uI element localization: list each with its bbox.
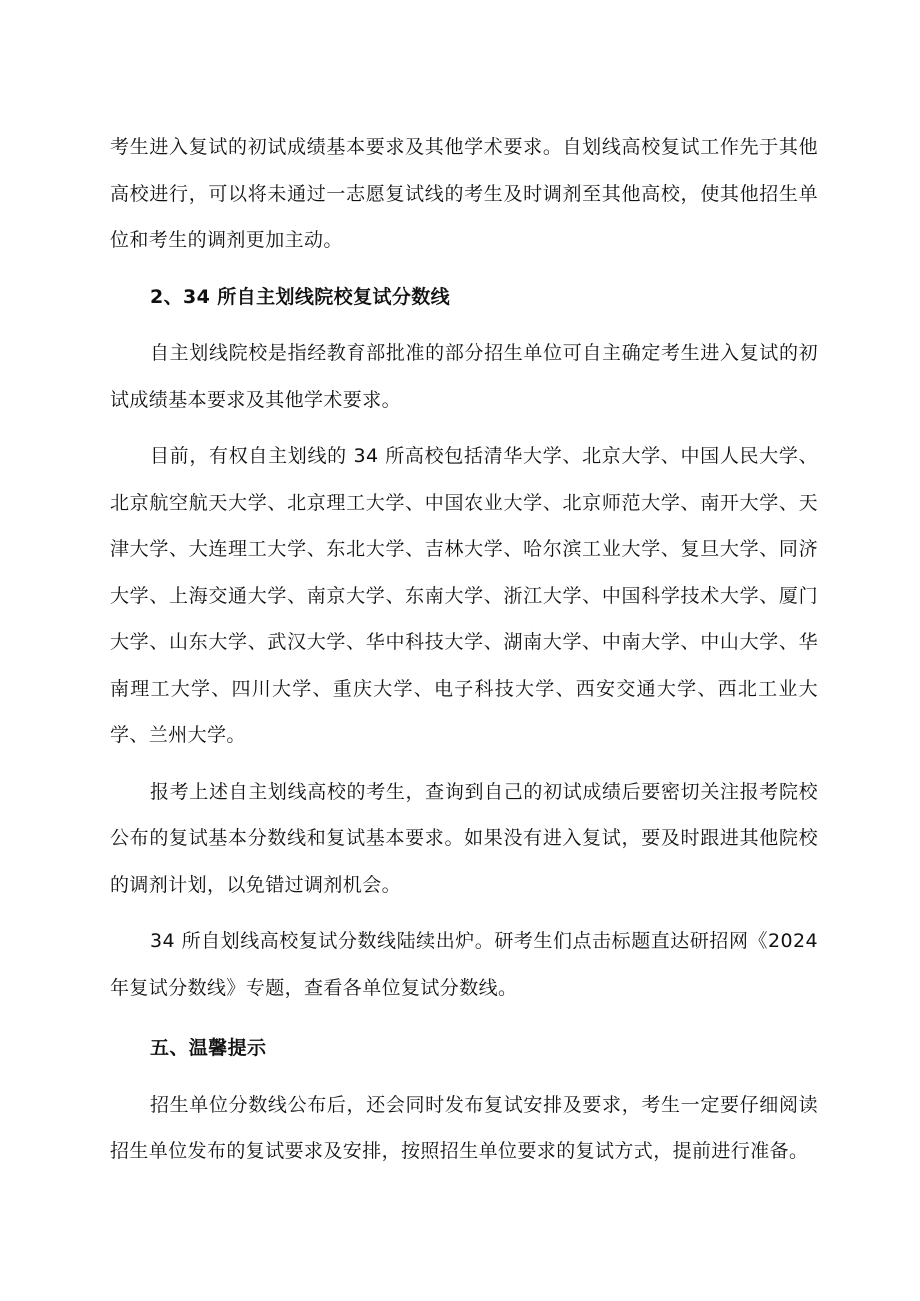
paragraph-tips: 招生单位分数线公布后，还会同时发布复试安排及要求，考生一定要仔细阅读招生单位发布的复试要求及安排，按照招生单位要求的复试方式，提前进行准备。 [110,1093,818,1162]
section-heading-tips: 五、温馨提示 [150,1037,267,1059]
paragraph-definition: 自主划线院校是指经教育部批准的部分招生单位可自主确定考生进入复试的初试成绩基本要求及其他学术要求。 [110,342,818,411]
paragraph-intro: 考生进入复试的初试成绩基本要求及其他学术要求。自划线高校复试工作先于其他高校进行，可以将未通过一志愿复试线的考生及时调剂至其他高校，使其他招生单位和考生的调剂更加主动。 [110,136,818,251]
paragraph-release: 34 所自划线高校复试分数线陆续出炉。研考生们点击标题直达研招网《2024年复试分数线》专题，查看各单位复试分数线。 [110,930,818,999]
section-heading-34-schools: 2、34 所自主划线院校复试分数线 [150,285,451,308]
paragraph-university-list: 目前，有权自主划线的 34 所高校包括清华大学、北京大学、中国人民大学、北京航空航天大学、北京理工大学、中国农业大学、北京师范大学、南开大学、天津大学、大连理工大学、东北大学、吉林大学、哈尔滨工业大学、复旦大学、同济大学、上海交通大学、南京大学、东南大学、浙江大学、中国科学技术大学、厦门大学、山东大学、武汉大学、华中科技大学、湖南大学、中南大学、中山大学、华南理工大学、四川大学、重庆大学、电子科技大学、西安交通大学、西北工业大学、兰州大学。 [110,445,818,746]
document-body [110,124,818,1175]
paragraph-advice: 报考上述自主划线高校的考生，查询到自己的初试成绩后要密切关注报考院校公布的复试基本分数线和复试基本要求。如果没有进入复试，要及时跟进其他院校的调剂计划，以免错过调剂机会。 [110,780,818,896]
